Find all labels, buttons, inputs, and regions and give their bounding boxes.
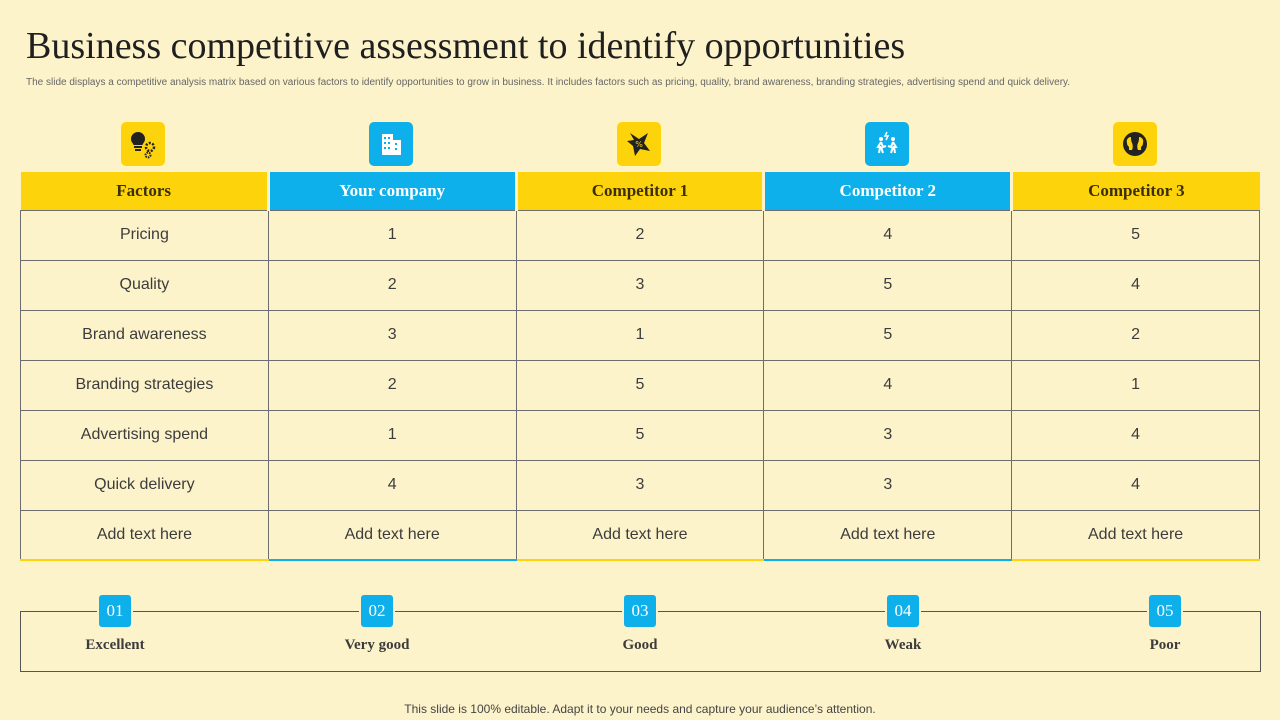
factor-cell: Brand awareness	[21, 310, 269, 360]
legend-label: Very good	[344, 637, 410, 653]
score-cell: 4	[1012, 410, 1260, 460]
legend-number-badge: 04	[885, 593, 921, 629]
header-competitor-3: Competitor 3	[1012, 172, 1260, 210]
slide-subtitle: The slide displays a competitive analysis matrix based on various factors to identify opportunities to grow in business. It includes factors such as pricing, quality, brand awareness, branding strategies, advertising spend and quick delivery.	[26, 77, 1071, 88]
header-competitor-1: Competitor 1	[516, 172, 764, 210]
placeholder-cell: Add text here	[764, 510, 1012, 560]
score-cell: 3	[268, 310, 516, 360]
legend-number-badge: 01	[97, 593, 133, 629]
svg-text:%: %	[635, 140, 643, 149]
discount-tag-icon	[614, 119, 664, 169]
factor-cell: Advertising spend	[21, 410, 269, 460]
header-competitor-2: Competitor 2	[764, 172, 1012, 210]
placeholder-cell: Add text here	[516, 510, 764, 560]
score-cell: 3	[516, 260, 764, 310]
score-cell: 2	[1012, 310, 1260, 360]
score-cell: 4	[1012, 460, 1260, 510]
header-icons	[20, 119, 1260, 171]
legend-label: Poor	[1149, 637, 1181, 653]
score-cell: 5	[516, 410, 764, 460]
factor-cell: Pricing	[21, 210, 269, 260]
score-cell: 4	[268, 460, 516, 510]
placeholder-cell: Add text here	[21, 510, 269, 560]
score-cell: 3	[516, 460, 764, 510]
table-row	[21, 310, 1260, 360]
score-cell: 4	[764, 210, 1012, 260]
office-building-icon	[366, 119, 416, 169]
score-cell: 5	[1012, 210, 1260, 260]
table-row	[21, 360, 1260, 410]
factor-cell: Quick delivery	[21, 460, 269, 510]
legend-item	[570, 593, 710, 654]
score-cell: 3	[764, 410, 1012, 460]
legend-item	[1095, 593, 1235, 654]
legend-number-badge: 05	[1147, 593, 1183, 629]
legend-label: Good	[622, 637, 658, 653]
score-cell: 1	[268, 410, 516, 460]
score-cell: 1	[516, 310, 764, 360]
two-heads-icon	[1110, 119, 1160, 169]
score-cell: 4	[764, 360, 1012, 410]
footer-note: This slide is 100% editable. Adapt it to your needs and capture your audience’s attention.	[404, 702, 876, 716]
table-row	[21, 410, 1260, 460]
score-cell: 5	[764, 310, 1012, 360]
slide-title: Business competitive assessment to identify opportunities	[26, 25, 906, 67]
legend-number-badge: 02	[359, 593, 395, 629]
score-cell: 2	[516, 210, 764, 260]
legend-label: Weak	[884, 637, 922, 653]
header-factors: Factors	[21, 172, 269, 210]
score-cell: 1	[1012, 360, 1260, 410]
score-cell: 4	[1012, 260, 1260, 310]
score-cell: 2	[268, 260, 516, 310]
score-cell: 5	[764, 260, 1012, 310]
header-your-company: Your company	[268, 172, 516, 210]
table-row	[21, 210, 1260, 260]
placeholder-cell: Add text here	[1012, 510, 1260, 560]
legend-number-badge: 03	[622, 593, 658, 629]
table-row	[21, 460, 1260, 510]
lightbulb-gears-icon	[118, 119, 168, 169]
competitive-matrix-table	[20, 172, 1260, 561]
competing-people-icon	[862, 119, 912, 169]
legend-item	[307, 593, 447, 654]
legend-label: Excellent	[85, 637, 145, 653]
score-cell: 5	[516, 360, 764, 410]
table-header-row	[21, 172, 1260, 210]
score-cell: 1	[268, 210, 516, 260]
factor-cell: Quality	[21, 260, 269, 310]
factor-cell: Branding strategies	[21, 360, 269, 410]
legend-item	[833, 593, 973, 654]
legend-item	[45, 593, 185, 654]
placeholder-cell: Add text here	[268, 510, 516, 560]
table-row	[21, 510, 1260, 560]
score-cell: 3	[764, 460, 1012, 510]
score-cell: 2	[268, 360, 516, 410]
table-row	[21, 260, 1260, 310]
